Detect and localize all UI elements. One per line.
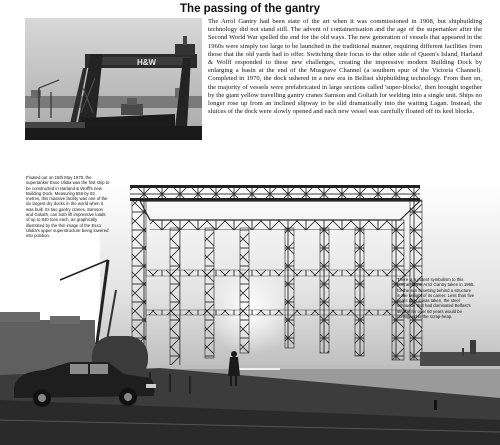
caption-arrol-gantry: There is a potent symbolism to this portrait of the Arrol Gantry taken in 1965, for the sun is setting behind a structure in the twilight of its career. Less than five years after it was taken, the steel silhouette that had dominated Belfast's skyline for over 60 years would be consigned to the scrap-heap. xyxy=(397,277,475,320)
caption-esso-ulidia: Floated out on 15th May 1970, the supertanker Esso Ulidia was the first ship to be constructed in Harland & Wolff's new Building Dock. Measuring 556 by 93 metres, this massive facility was one of the six largest dry docks in the world when it was built. Its two gantry cranes, Samson and Goliath, can both lift impressive loads of up to 840 tons each, as graphically illustrated by the thin image of the Esso Ulidia's upper superstructure being lowered into position. xyxy=(26,175,110,239)
gantry-sign: H&W xyxy=(137,58,157,67)
page-title: The passing of the gantry xyxy=(180,3,320,15)
photo-building-dock xyxy=(25,18,202,140)
building-dock-illustration xyxy=(25,18,202,140)
article-body: The Arrol Gantry had been state of the art when it was commissioned in 1908, but shipbuilding technology did not stand still. The advent of containerisation and the age of the supertanker after the Second World War spelled the end for the old ways. The new generation of vessels that appeared in the 1960s were simply too large to be launched in the traditional manner, requiring different facilities from those that the old yards had to offer. Switching their focus to the other side of Queen's Island, Harland & Wolff responded to these new challenges, creating the impressive modern Building Dock by enlarging a basin at the end of the Musgrave Channel (a southern spur of the Victoria Channel). Completed in 1970, the dock ushered in a new era in Belfast shipbuilding technology. From then on, the majority of vessels were prefabricated in large sections called 'super-blocks', then brought together by the giant yellow travelling gantry cranes Samson and Goliath for welding into a single unit. Ships no longer rose up from an inclined slipway to be slid dramatically into the waiting Lagan. Instead, the sluices of the dock were slowly opened and each new vessel was carefully floated off its keel blocks. xyxy=(208,18,482,116)
